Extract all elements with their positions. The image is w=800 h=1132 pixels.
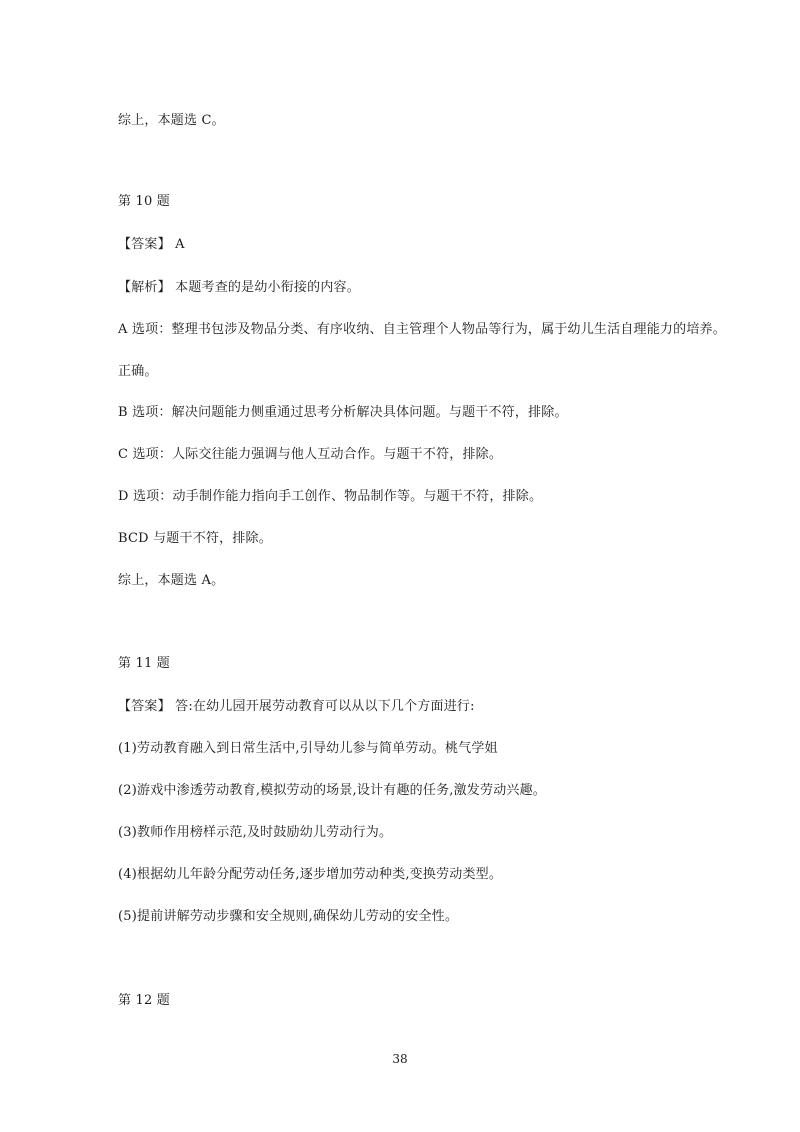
question-10-heading: 第 10 题 bbox=[118, 194, 171, 209]
question-11-item-3: (3)教师作用榜样示范,及时鼓励幼儿劳动行为。 bbox=[118, 825, 393, 840]
question-11-answer: 【答案】 答:在幼儿园开展劳动教育可以从以下几个方面进行: bbox=[118, 699, 475, 714]
question-11-item-5: (5)提前讲解劳动步骤和安全规则,确保幼儿劳动的安全性。 bbox=[118, 909, 459, 924]
question-11-heading: 第 11 题 bbox=[118, 656, 171, 671]
question-10-option-c: C 选项：人际交往能力强调与他人互动合作。与题干不符，排除。 bbox=[118, 447, 503, 462]
question-11-item-4: (4)根据幼儿年龄分配劳动任务,逐步增加劳动种类,变换劳动类型。 bbox=[118, 867, 503, 882]
question-10-option-a: A 选项：整理书包涉及物品分类、有序收纳、自主管理个人物品等行为，属于幼儿生活自理能力的培养。 bbox=[118, 322, 726, 337]
question-10-bcd: BCD 与题干不符，排除。 bbox=[118, 531, 272, 546]
question-11-item-1: (1)劳动教育融入到日常生活中,引导幼儿参与简单劳动。桃气学姐 bbox=[118, 741, 498, 756]
question-10-option-b: B 选项：解决问题能力侧重通过思考分析解决具体问题。与题干不符，排除。 bbox=[118, 405, 568, 420]
question-12-heading: 第 12 题 bbox=[118, 993, 171, 1008]
summary-c: 综上，本题选 C。 bbox=[118, 113, 225, 128]
page-number: 38 bbox=[392, 1052, 408, 1066]
question-10-analysis: 【解析】 本题考查的是幼小衔接的内容。 bbox=[118, 280, 360, 295]
question-11-item-2: (2)游戏中渗透劳动教育,模拟劳动的场景,设计有趣的任务,激发劳动兴趣。 bbox=[118, 783, 547, 798]
question-10-option-a-cont: 正确。 bbox=[118, 364, 158, 379]
question-10-summary: 综上，本题选 A。 bbox=[118, 573, 225, 588]
question-10-option-d: D 选项：动手制作能力指向手工创作、物品制作等。与题干不符，排除。 bbox=[118, 489, 543, 504]
question-10-answer: 【答案】 A bbox=[118, 237, 185, 252]
